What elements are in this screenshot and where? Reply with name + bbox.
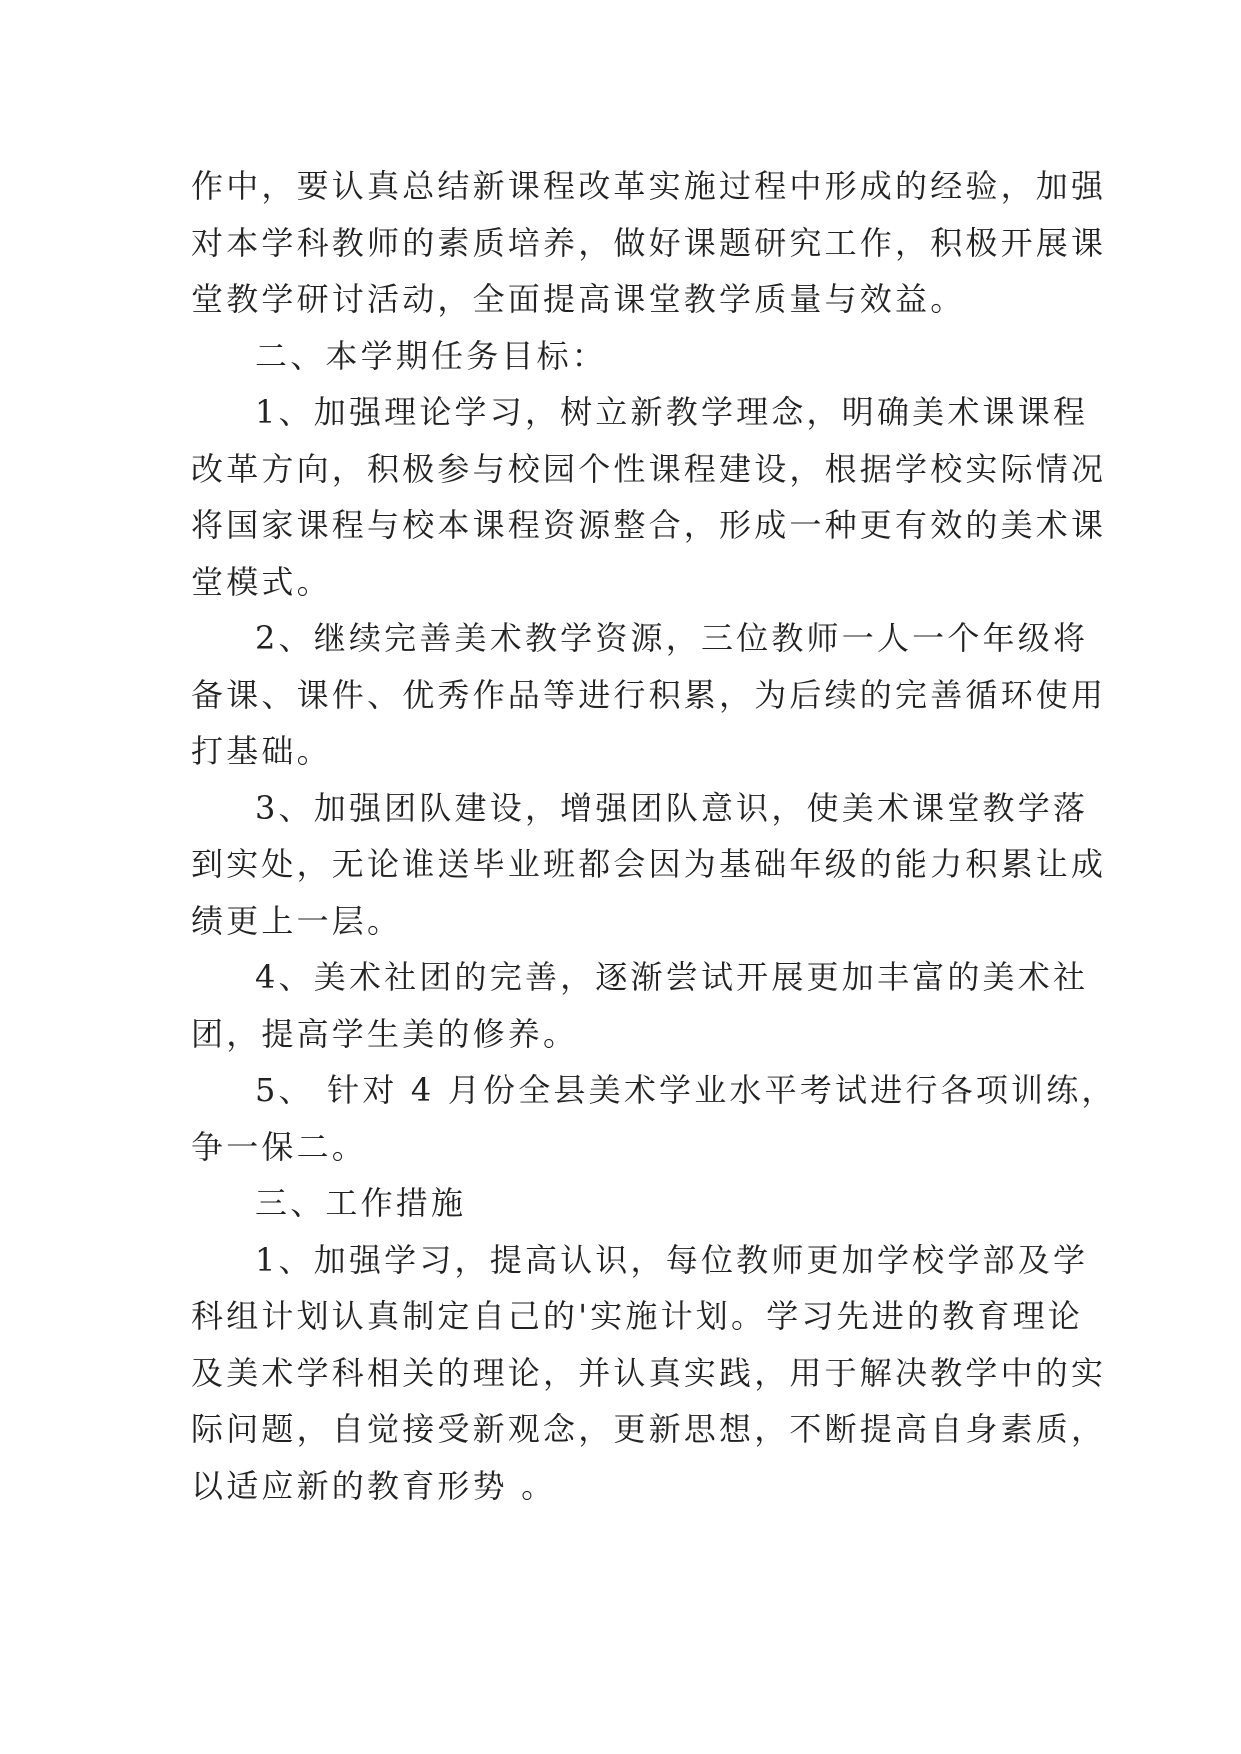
text-line-3: 堂教学研讨活动，全面提高课堂教学质量与效益。 xyxy=(191,280,966,318)
text-line-20: 1、加强学习，提高认识，每位教师更加学校学部及学 xyxy=(255,1240,1089,1279)
text-line-17: 5、 针对 4 月份全县美术学业水平考试进行各项训练， xyxy=(255,1071,1117,1109)
text-line-2: 对本学科教师的素质培养，做好课题研究工作，积极开展课 xyxy=(191,223,1107,262)
text-line-22: 及美术学科相关的理论，并认真实践，用于解决教学中的实 xyxy=(191,1353,1107,1392)
text-line-9: 2、继续完善美术教学资源，三位教师一人一个年级将 xyxy=(255,619,1089,657)
section-heading-task-goals: 二、本学期任务目标： xyxy=(255,336,608,375)
text-line-13: 到实处，无论谁送毕业班都会因为基础年级的能力积累让成 xyxy=(191,845,1107,883)
document-body xyxy=(191,158,1117,1514)
text-line-15: 4、美术社团的完善，逐渐尝试开展更加丰富的美术社 xyxy=(255,958,1089,996)
text-line-12: 3、加强团队建设，增强团队意识，使美术课堂教学落 xyxy=(255,788,1089,827)
text-line-1: 作中，要认真总结新课程改革实施过程中形成的经验，加强 xyxy=(191,167,1107,205)
text-line-6: 改革方向，积极参与校园个性课程建设，根据学校实际情况 xyxy=(191,449,1107,488)
text-line-24: 以适应新的教育形势 。 xyxy=(191,1466,557,1505)
text-line-14: 绩更上一层。 xyxy=(191,901,403,940)
text-line-10: 备课、课件、优秀作品等进行积累，为后续的完善循环使用 xyxy=(191,675,1107,714)
text-line-11: 打基础。 xyxy=(191,732,332,770)
section-heading-work-measures: 三、工作措施 xyxy=(255,1184,467,1222)
text-line-7: 将国家课程与校本课程资源整合，形成一种更有效的美术课 xyxy=(191,506,1107,544)
text-line-5: 1、加强理论学习，树立新教学理念，明确美术课课程 xyxy=(255,393,1089,431)
text-line-23: 际问题，自觉接受新观念，更新思想，不断提高自身素质， xyxy=(191,1410,1107,1448)
text-line-8: 堂模式。 xyxy=(191,562,332,601)
text-line-16: 团，提高学生美的修养。 xyxy=(191,1014,579,1053)
text-line-21: 科组计划认真制定自己的'实施计划。学习先进的教育理论 xyxy=(191,1297,1083,1335)
text-line-18: 争一保二。 xyxy=(191,1127,368,1166)
